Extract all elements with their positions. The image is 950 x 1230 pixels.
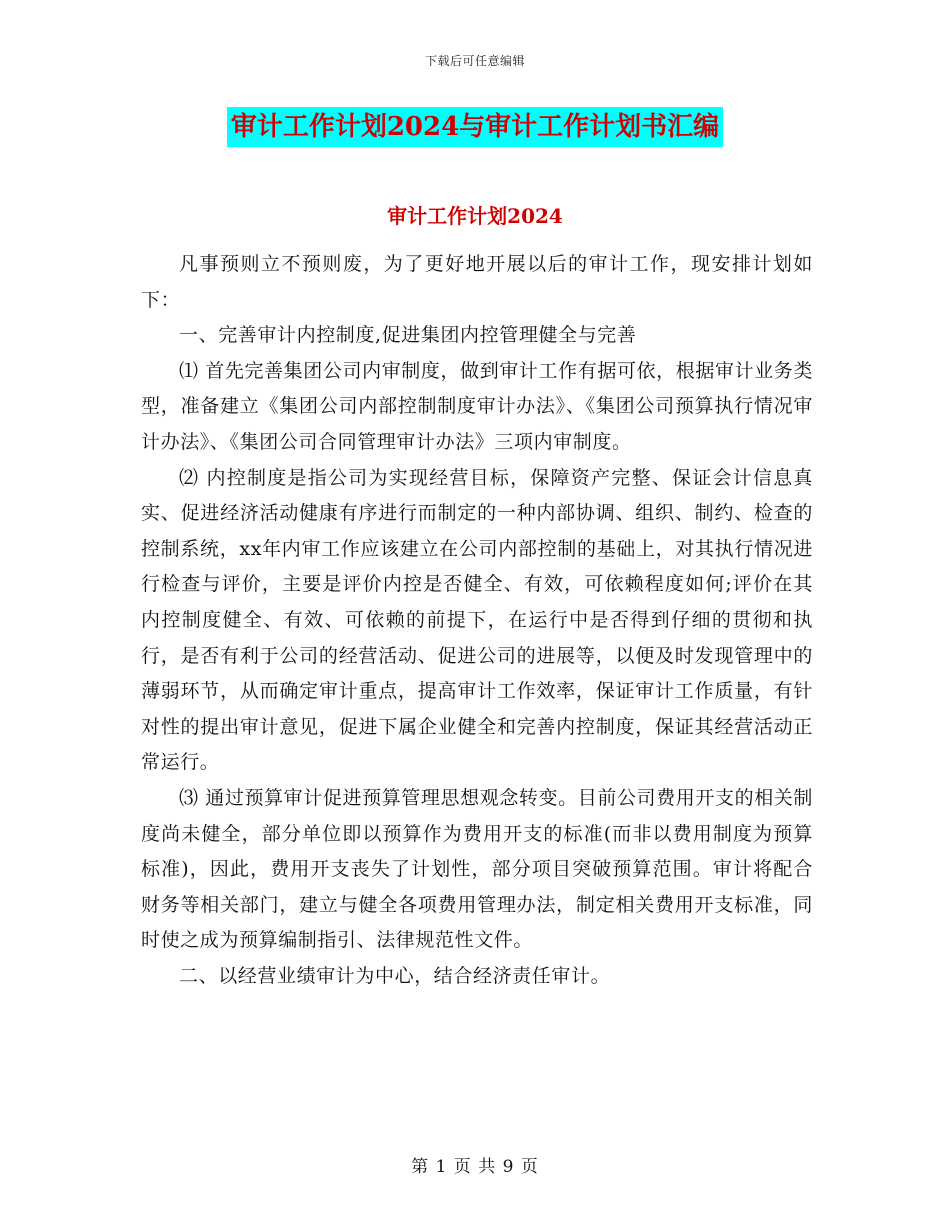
- section-title: 审计工作计划2024: [387, 204, 563, 228]
- paragraph-intro: 凡事预则立不预则废，为了更好地开展以后的审计工作，现安排计划如下：: [141, 253, 813, 311]
- document-body: [141, 247, 813, 994]
- header-note: 下载后可任意编辑: [424, 54, 525, 68]
- paragraph-heading-1: 一、完善审计内控制度,促进集团内控管理健全与完善: [179, 324, 637, 347]
- main-title-container: [0, 107, 950, 147]
- paragraph-item-2: ⑵ 内控制度是指公司为实现经营目标，保障资产完整、保证会计信息真实、促进经济活动健康有序进行而制定的一种内部协调、组织、制约、检查的控制系统，xx年内审工作应该建立在公司内部控制的基础上，对其执行情况进行检查与评价，主要是评价内控是否健全、有效，可依赖程度如何;评价在其内控制度健全、有效、可依赖的前提下，在运行中是否得到仔细的贯彻和执行，是否有利于公司的经营活动、促进公司的进展等，以便及时发现管理中的薄弱环节，从而确定审计重点，提高审计工作效率，保证审计工作质量，有针对性的提出审计意见，促进下属企业健全和完善内控制度，保证其经营活动正常运行。: [141, 466, 813, 774]
- paragraph-heading-2: 二、以经营业绩审计为中心，结合经济责任审计。: [179, 964, 611, 987]
- paragraph-item-3: ⑶ 通过预算审计促进预算管理思想观念转变。目前公司费用开支的相关制度尚未健全，部分单位即以预算作为费用开支的标准(而非以费用制度为预算标准)，因此，费用开支丧失了计划性，部分项目突破预算范围。审计将配合财务等相关部门，建立与健全各项费用管理办法，制定相关费用开支标准，同时使之成为预算编制指引、法律规范性文件。: [141, 786, 813, 952]
- paragraph-item-1: ⑴ 首先完善集团公司内审制度，做到审计工作有据可依，根据审计业务类型，准备建立《集团公司内部控制制度审计办法》、《集团公司预算执行情况审计办法》、《集团公司合同管理审计办法》三项内审制度。: [141, 359, 813, 453]
- page-number-footer: 第 1 页 共 9 页: [411, 1157, 539, 1177]
- document-main-title: 审计工作计划2024与审计工作计划书汇编: [227, 107, 723, 147]
